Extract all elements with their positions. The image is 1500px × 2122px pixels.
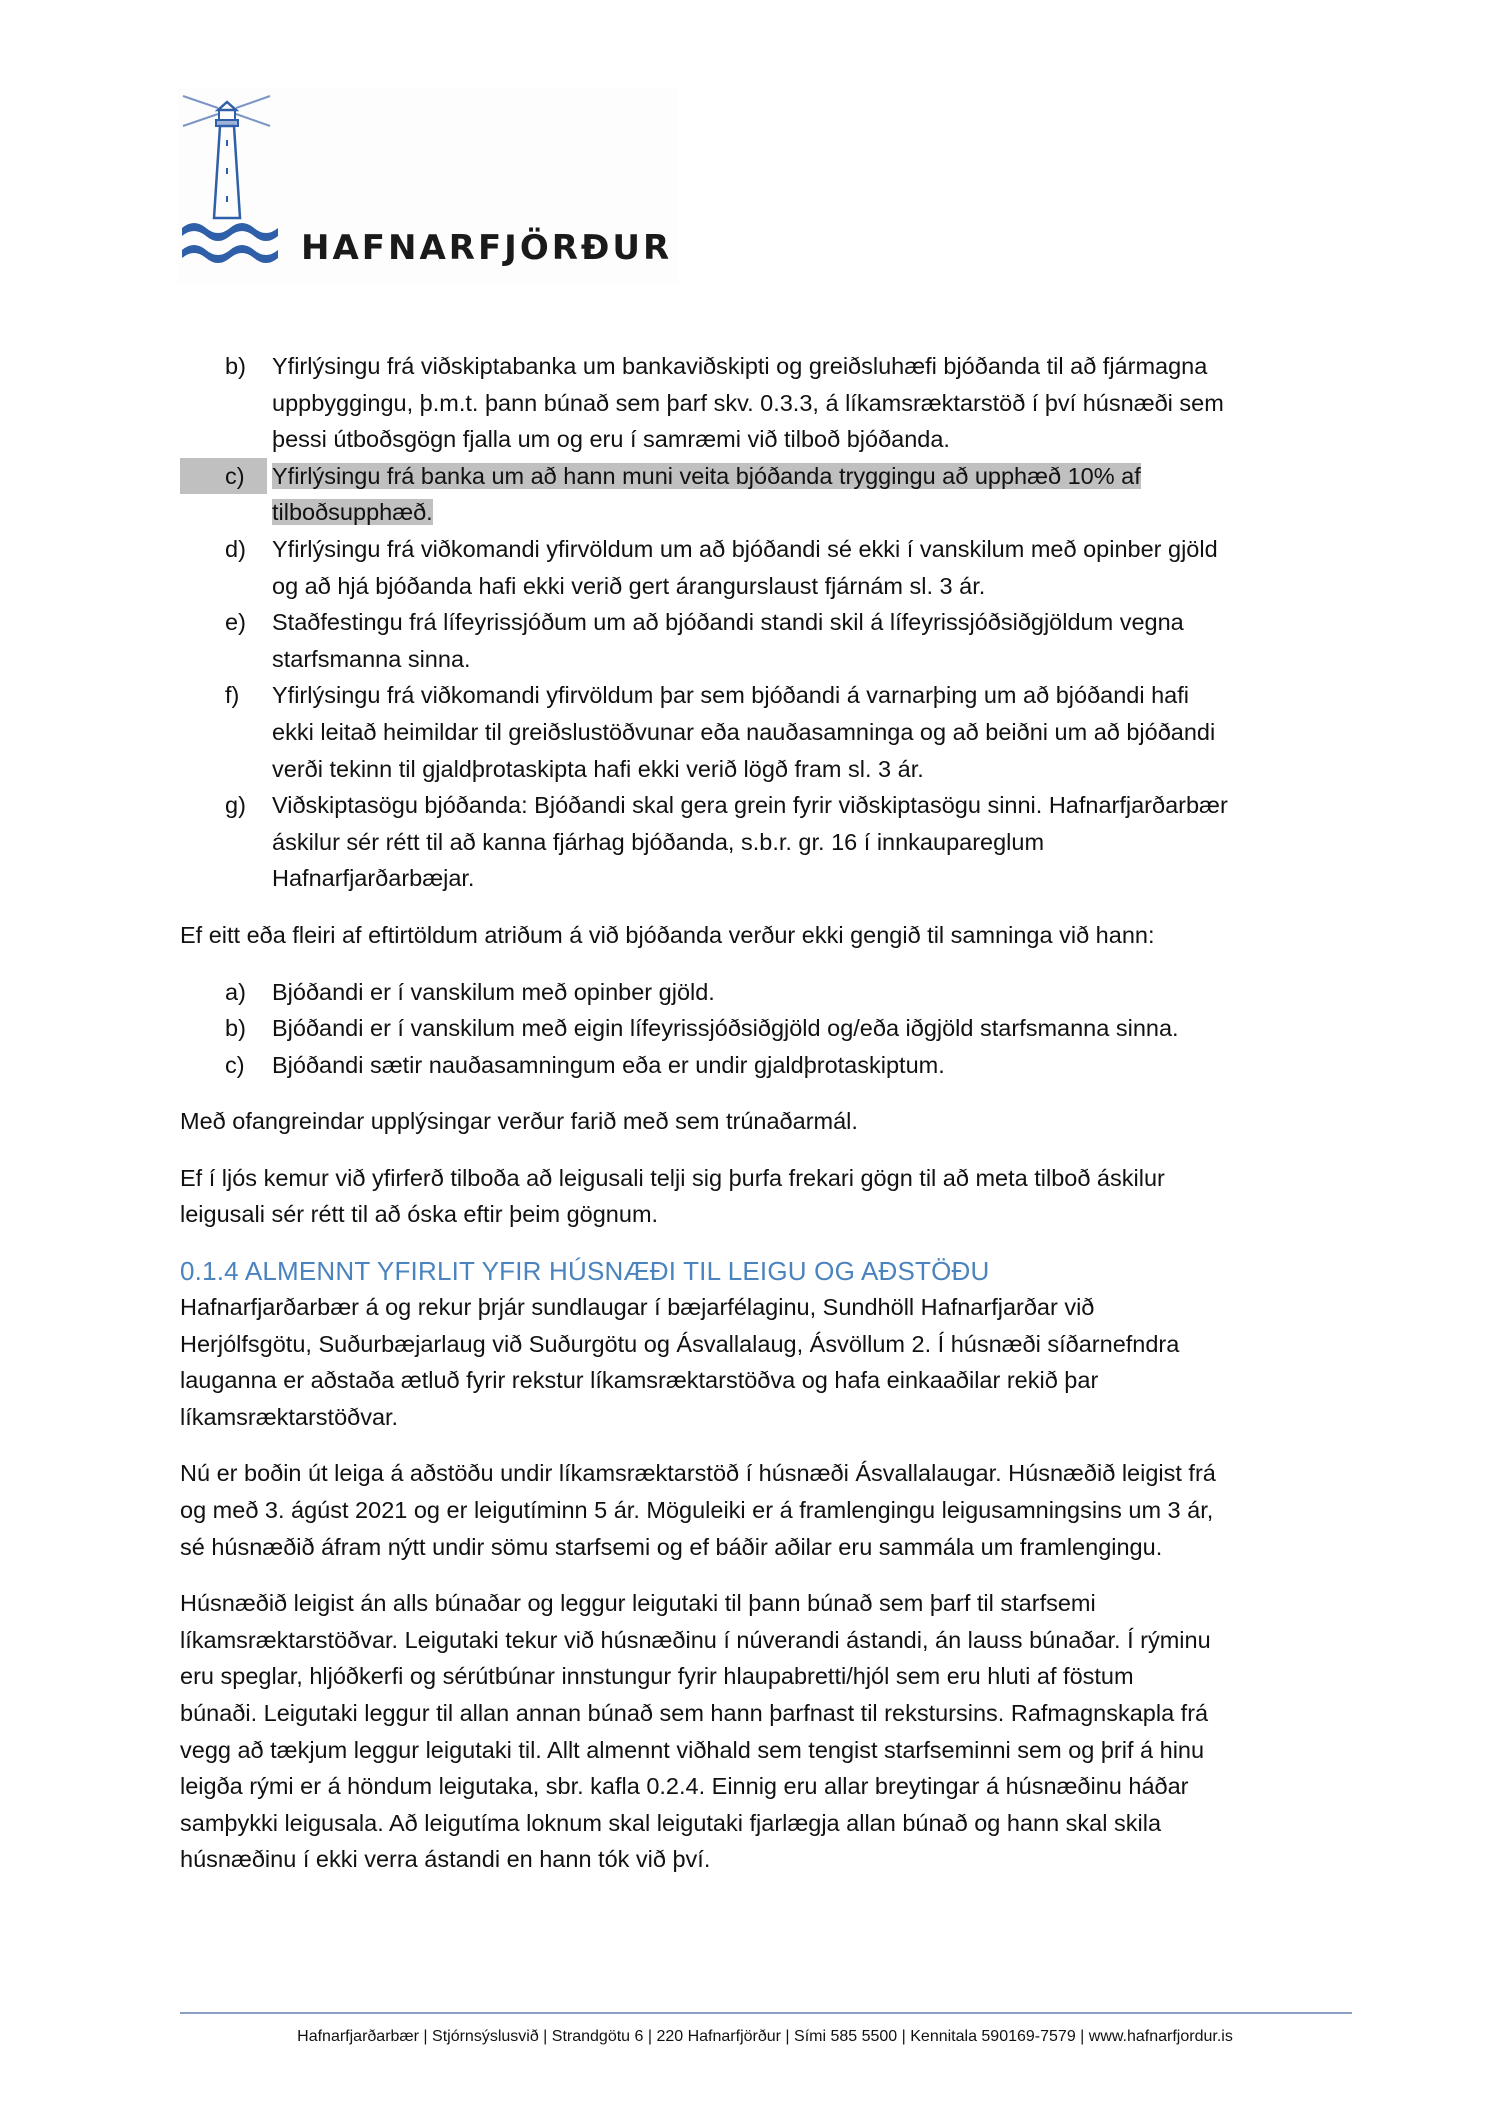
exclusion-list bbox=[180, 974, 1300, 1084]
list-item: d) Yfirlýsingu frá viðkomandi yfirvöldum um að bjóðandi sé ekki í vanskilum með opinber gjöld og að hjá bjóðanda hafi ekki verið gert árangurslaust fjárnám sl. 3 ár. bbox=[180, 531, 1300, 604]
list-item: b) Yfirlýsingu frá viðskiptabanka um bankaviðskipti og greiðsluhæfi bjóðanda til að fjármagna uppbyggingu, þ.m.t. þann búnað sem þarf skv. 0.3.3, á líkamsræktarstöð í því húsnæði sem þessi útboðsgögn fjalla um og eru í samræmi við tilboð bjóðanda. bbox=[180, 348, 1300, 458]
list-item-highlighted: c) Yfirlýsingu frá banka um að hann muni veita bjóðanda tryggingu að upphæð 10% af tilboðsupphæð. bbox=[180, 458, 1300, 531]
intro-paragraph: Ef eitt eða fleiri af eftirtöldum atriðum á við bjóðanda verður ekki gengið til samninga við hann: bbox=[180, 921, 1155, 948]
list-label: c) bbox=[180, 458, 267, 495]
document-body bbox=[180, 348, 1300, 1878]
hafnarfjordur-logo bbox=[178, 88, 678, 283]
list-label: f) bbox=[225, 682, 240, 709]
logo-wordmark: HAFNARFJÖRÐUR bbox=[301, 228, 673, 268]
list-label: d) bbox=[225, 535, 246, 562]
list-label: e) bbox=[225, 609, 246, 636]
lighthouse-icon bbox=[178, 88, 318, 278]
section-heading: 0.1.4 ALMENNT YFIRLIT YFIR HÚSNÆÐI TIL LEIGU OG AÐSTÖÐU bbox=[180, 1256, 990, 1287]
section-paragraph: Hafnarfjarðarbær á og rekur þrjár sundlaugar í bæjarfélaginu, Sundhöll Hafnarfjarðar við Herjólfsgötu, Suðurbæjarlaug við Suðurgötu og Ásvallalaug, Ásvöllum 2. Í húsnæði síðarnefndra lauganna er aðstaða ætluð fyrir rekstur líkamsræktarstöðva og hafa einkaaðilar rekið þar líkamsræktarstöðvar. bbox=[180, 1294, 1180, 1430]
list-label: b) bbox=[225, 1015, 246, 1042]
list-label: b) bbox=[225, 353, 246, 379]
list-item: c) Bjóðandi sætir nauðasamningum eða er undir gjaldþrotaskiptum. bbox=[180, 1047, 1300, 1084]
list-item: b) Bjóðandi er í vanskilum með eigin lífeyrissjóðsiðgjöld og/eða iðgjöld starfsmanna sinna. bbox=[180, 1010, 1300, 1047]
list-label: a) bbox=[225, 978, 246, 1005]
section-paragraph: Nú er boðin út leiga á aðstöðu undir líkamsræktarstöð í húsnæði Ásvallalaugar. Húsnæðið leigist frá og með 3. ágúst 2021 og er leigutíminn 5 ár. Möguleiki er á framlengingu leigusamningsins um 3 ár, sé húsnæðið áfram nýtt undir sömu starfsemi og ef báðir aðilar eru sammála um framlengingu. bbox=[180, 1460, 1216, 1560]
additional-documents-paragraph: Ef í ljós kemur við yfirferð tilboða að leigusali telji sig þurfa frekari gögn til að meta tilboð áskilur leigusali sér rétt til að óska eftir þeim gögnum. bbox=[180, 1164, 1165, 1228]
confidentiality-paragraph: Með ofangreindar upplýsingar verður farið með sem trúnaðarmál. bbox=[180, 1108, 858, 1135]
list-item: f) Yfirlýsingu frá viðkomandi yfirvöldum þar sem bjóðandi á varnarþing um að bjóðandi hafi ekki leitað heimildar til greiðslustöðvunar eða nauðasamninga og að beiðni um að bjóðandi verði tekinn til gjaldþrotaskipta hafi ekki verið lögð fram sl. 3 ár. bbox=[180, 677, 1300, 787]
footer-divider bbox=[180, 2012, 1352, 2014]
list-item: e) Staðfestingu frá lífeyrissjóðum um að bjóðandi standi skil á lífeyrissjóðsiðgjöldum vegna starfsmanna sinna. bbox=[180, 604, 1300, 677]
list-item: a) Bjóðandi er í vanskilum með opinber gjöld. bbox=[180, 974, 1300, 1011]
footer-contact: Hafnarfjarðarbær | Stjórnsýslusvið | Strandgötu 6 | 220 Hafnarfjörður | Sími 585 5500 | Kennitala 590169-7579 | www.hafnarfjordur.is bbox=[297, 2028, 1233, 2045]
list-label: c) bbox=[225, 1051, 245, 1078]
requirements-list bbox=[180, 348, 1300, 897]
section-paragraph: Húsnæðið leigist án alls búnaðar og leggur leigutaki til þann búnað sem þarf til starfsemi líkamsræktarstöðvar. Leigutaki tekur við húsnæðinu í núverandi ástandi, án lauss búnaðar. Í rýminu eru speglar, hljóðkerfi og sérútbúnar innstungur fyrir hlaupabretti/hjól sem eru hluti af föstum búnaði. Leigutaki leggur til allan annan búnað sem hann þarfnast til rekstursins. Rafmagnskapla frá vegg að tækjum leggur leigutaki til. Allt almennt viðhald sem tengist starfseminni sem og þrif á hinu leigða rými er á höndum leigutaka, sbr. kafla 0.2.4. Einnig eru allar breytingar á húsnæðinu háðar samþykki leigusala. Að leigutíma loknum skal leigutaki fjarlægja allan búnað og hann skal skila húsnæðinu í ekki verra ástandi en hann tók við því. bbox=[180, 1590, 1211, 1873]
list-label: g) bbox=[225, 792, 246, 819]
list-item: g) Viðskiptasögu bjóðanda: Bjóðandi skal gera grein fyrir viðskiptasögu sinni. Hafnarfjarðarbær áskilur sér rétt til að kanna fjárhag bjóðanda, s.b.r. gr. 16 í innkaupareglum Hafnarfjarðarbæjar. bbox=[180, 787, 1300, 897]
